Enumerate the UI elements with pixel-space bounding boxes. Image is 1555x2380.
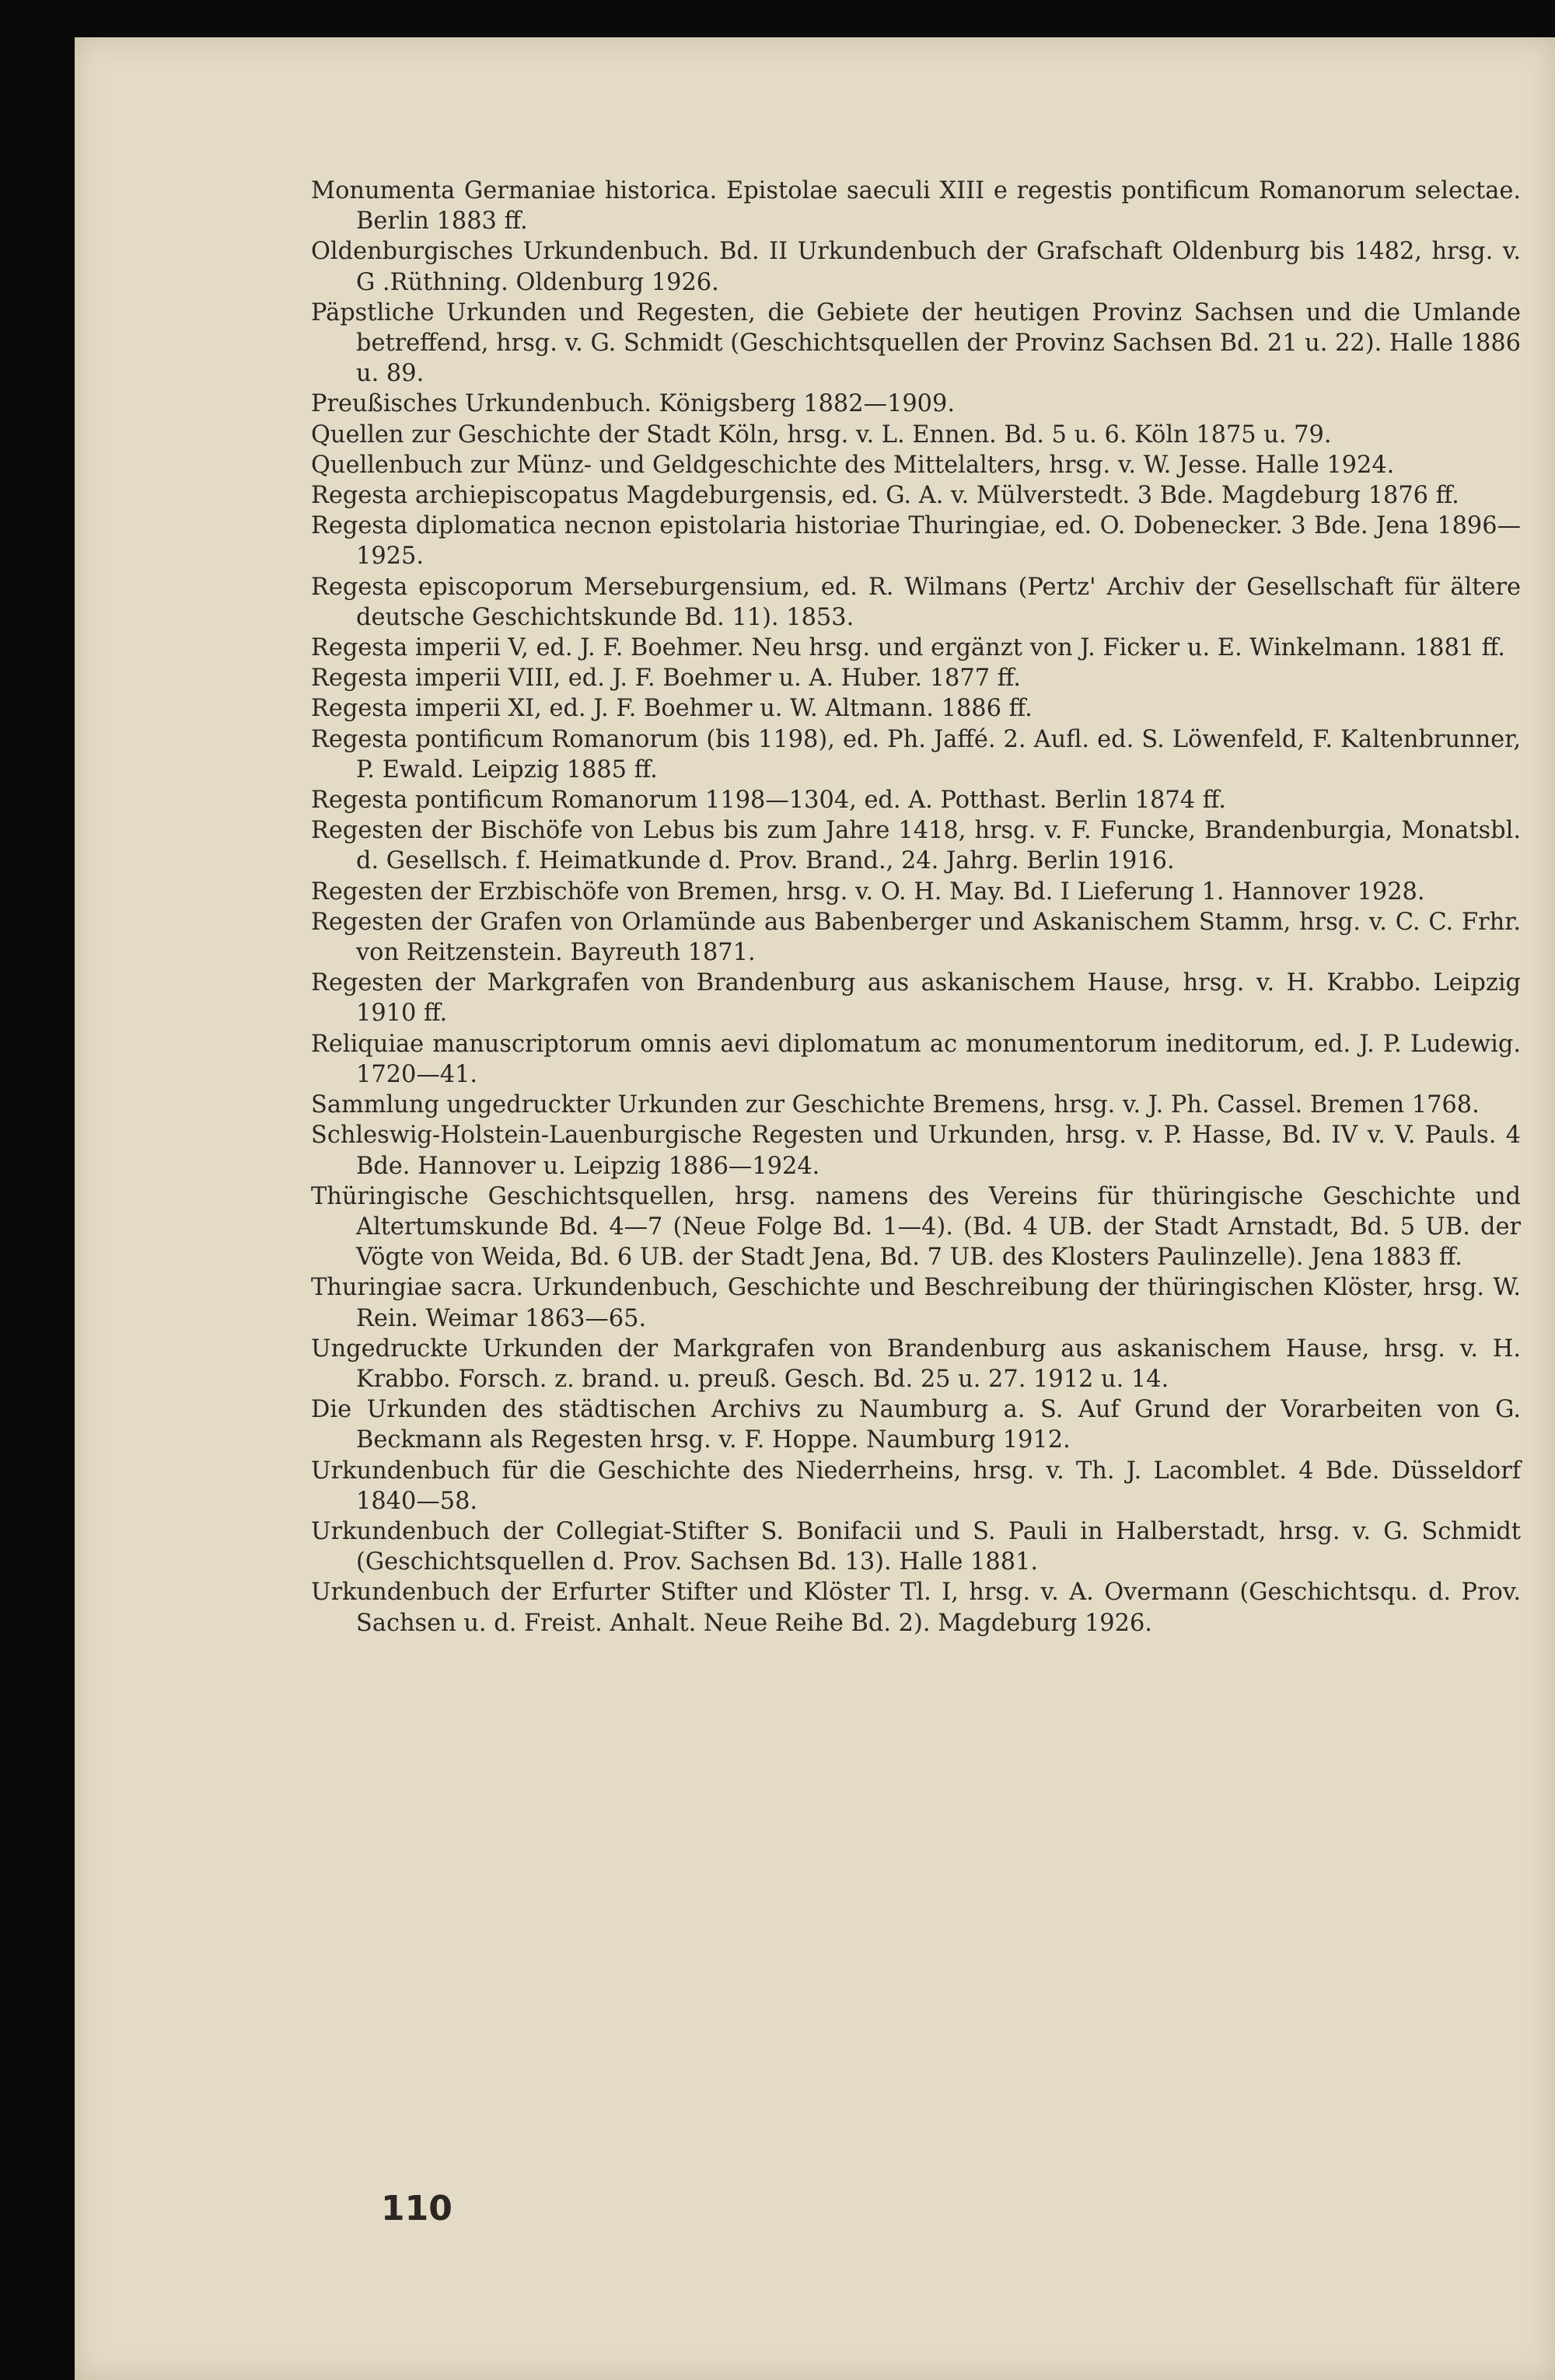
bibliography-entry: Preußisches Urkundenbuch. Königsberg 1882—1909.: [311, 390, 955, 418]
bibliography-entry: Päpstliche Urkunden und Regesten, die Gebiete der heutigen Provinz Sachsen und die Umlande betreffend, hrsg. v. G. Schmidt (Geschichtsquellen der Provinz Sachsen Bd. 21 u. 22). Halle 1886 u. 89.: [311, 298, 1521, 388]
bibliography-entry: Regesta episcoporum Merseburgensium, ed. R. Wilmans (Pertz' Archiv der Gesellschaft für ältere deutsche Geschichtskunde Bd. 11). 1853.: [311, 573, 1521, 631]
bibliography-entry: Reliquiae manuscriptorum omnis aevi diplomatum ac monumentorum ineditorum, ed. J. P. Ludewig. 1720—41.: [311, 1030, 1521, 1088]
bibliography-list: [311, 176, 1521, 1638]
bibliography-entry: Urkundenbuch für die Geschichte des Niederrheins, hrsg. v. Th. J. Lacomblet. 4 Bde. Düsseldorf 1840—58.: [311, 1457, 1521, 1515]
bibliography-entry: Regesten der Bischöfe von Lebus bis zum Jahre 1418, hrsg. v. F. Funcke, Brandenburgia, Monatsbl. d. Gesellsch. f. Heimatkunde d. Prov. Brand., 24. Jahrg. Berlin 1916.: [311, 817, 1521, 875]
bibliography-entry: Regesta diplomatica necnon epistolaria historiae Thuringiae, ed. O. Dobenecker. 3 Bde. Jena 1896—1925.: [311, 512, 1521, 571]
bibliography-entry: Regesten der Grafen von Orlamünde aus Babenberger und Askanischem Stamm, hrsg. v. C. C. Frhr. von Reitzenstein. Bayreuth 1871.: [311, 908, 1521, 967]
bibliography-entry: Urkundenbuch der Collegiat-Stifter S. Bonifacii und S. Pauli in Halberstadt, hrsg. v. G. Schmidt (Geschichtsquellen d. Prov. Sachsen Bd. 13). Halle 1881.: [311, 1517, 1521, 1576]
page-number: 110: [381, 2189, 453, 2228]
bibliography-entry: Ungedruckte Urkunden der Markgrafen von Brandenburg aus askanischem Hause, hrsg. v. H. Krabbo. Forsch. z. brand. u. preuß. Gesch. Bd. 25 u. 27. 1912 u. 14.: [311, 1335, 1521, 1393]
bibliography-entry: Monumenta Germaniae historica. Epistolae saeculi XIII e regestis pontificum Romanorum selectae. Berlin 1883 ff.: [311, 177, 1521, 236]
bibliography-entry: Regesta imperii V, ed. J. F. Boehmer. Neu hrsg. und ergänzt von J. Ficker u. E. Winkelmann. 1881 ff.: [311, 634, 1505, 662]
bibliography-entry: Regesten der Markgrafen von Brandenburg aus askanischem Hause, hrsg. v. H. Krabbo. Leipzig 1910 ff.: [311, 969, 1521, 1028]
bibliography-entry: Thuringiae sacra. Urkundenbuch, Geschichte und Beschreibung der thüringischen Klöster, hrsg. W. Rein. Weimar 1863—65.: [311, 1274, 1521, 1332]
bibliography-entry: Oldenburgisches Urkundenbuch. Bd. II Urkundenbuch der Grafschaft Oldenburg bis 1482, hrsg. v. G .Rüthning. Oldenburg 1926.: [311, 238, 1521, 296]
bibliography-entry: Regesta pontificum Romanorum (bis 1198), ed. Ph. Jaffé. 2. Aufl. ed. S. Löwenfeld, F. Kaltenbrunner, P. Ewald. Leipzig 1885 ff.: [311, 725, 1521, 783]
bibliography-entry: Quellenbuch zur Münz- und Geldgeschichte des Mittelalters, hrsg. v. W. Jesse. Halle 1924.: [311, 451, 1395, 479]
bibliography-entry: Schleswig-Holstein-Lauenburgische Regesten und Urkunden, hrsg. v. P. Hasse, Bd. IV v. V. Pauls. 4 Bde. Hannover u. Leipzig 1886—1924.: [311, 1122, 1521, 1180]
bibliography-entry: Urkundenbuch der Erfurter Stifter und Klöster Tl. I, hrsg. v. A. Overmann (Geschichtsqu. d. Prov. Sachsen u. d. Freist. Anhalt. Neue Reihe Bd. 2). Magdeburg 1926.: [311, 1579, 1521, 1637]
book-page: [75, 37, 1555, 2380]
bibliography-entry: Die Urkunden des städtischen Archivs zu Naumburg a. S. Auf Grund der Vorarbeiten von G. Beckmann als Regesten hrsg. v. F. Hoppe. Naumburg 1912.: [311, 1396, 1521, 1454]
bibliography-entry: Regesten der Erzbischöfe von Bremen, hrsg. v. O. H. May. Bd. I Lieferung 1. Hannover 1928.: [311, 878, 1425, 906]
bibliography-entry: Regesta archiepiscopatus Magdeburgensis, ed. G. A. v. Mülverstedt. 3 Bde. Magdeburg 1876 ff.: [311, 482, 1459, 510]
bibliography-entry: Regesta pontificum Romanorum 1198—1304, ed. A. Potthast. Berlin 1874 ff.: [311, 787, 1226, 815]
bibliography-entry: Sammlung ungedruckter Urkunden zur Geschichte Bremens, hrsg. v. J. Ph. Cassel. Bremen 1768.: [311, 1091, 1480, 1119]
bibliography-entry: Quellen zur Geschichte der Stadt Köln, hrsg. v. L. Ennen. Bd. 5 u. 6. Köln 1875 u. 79.: [311, 421, 1332, 448]
bibliography-entry: Regesta imperii XI, ed. J. F. Boehmer u. W. Altmann. 1886 ff.: [311, 695, 1033, 723]
bibliography-entry: Regesta imperii VIII, ed. J. F. Boehmer u. A. Huber. 1877 ff.: [311, 665, 1021, 693]
bibliography-entry: Thüringische Geschichtsquellen, hrsg. namens des Vereins für thüringische Geschichte und Altertumskunde Bd. 4—7 (Neue Folge Bd. 1—4). (Bd. 4 UB. der Stadt Arnstadt, Bd. 5 UB. der Vögte von Weida, Bd. 6 UB. der Stadt Jena, Bd. 7 UB. des Klosters Paulinzelle). Jena 1883 ff.: [311, 1182, 1521, 1272]
